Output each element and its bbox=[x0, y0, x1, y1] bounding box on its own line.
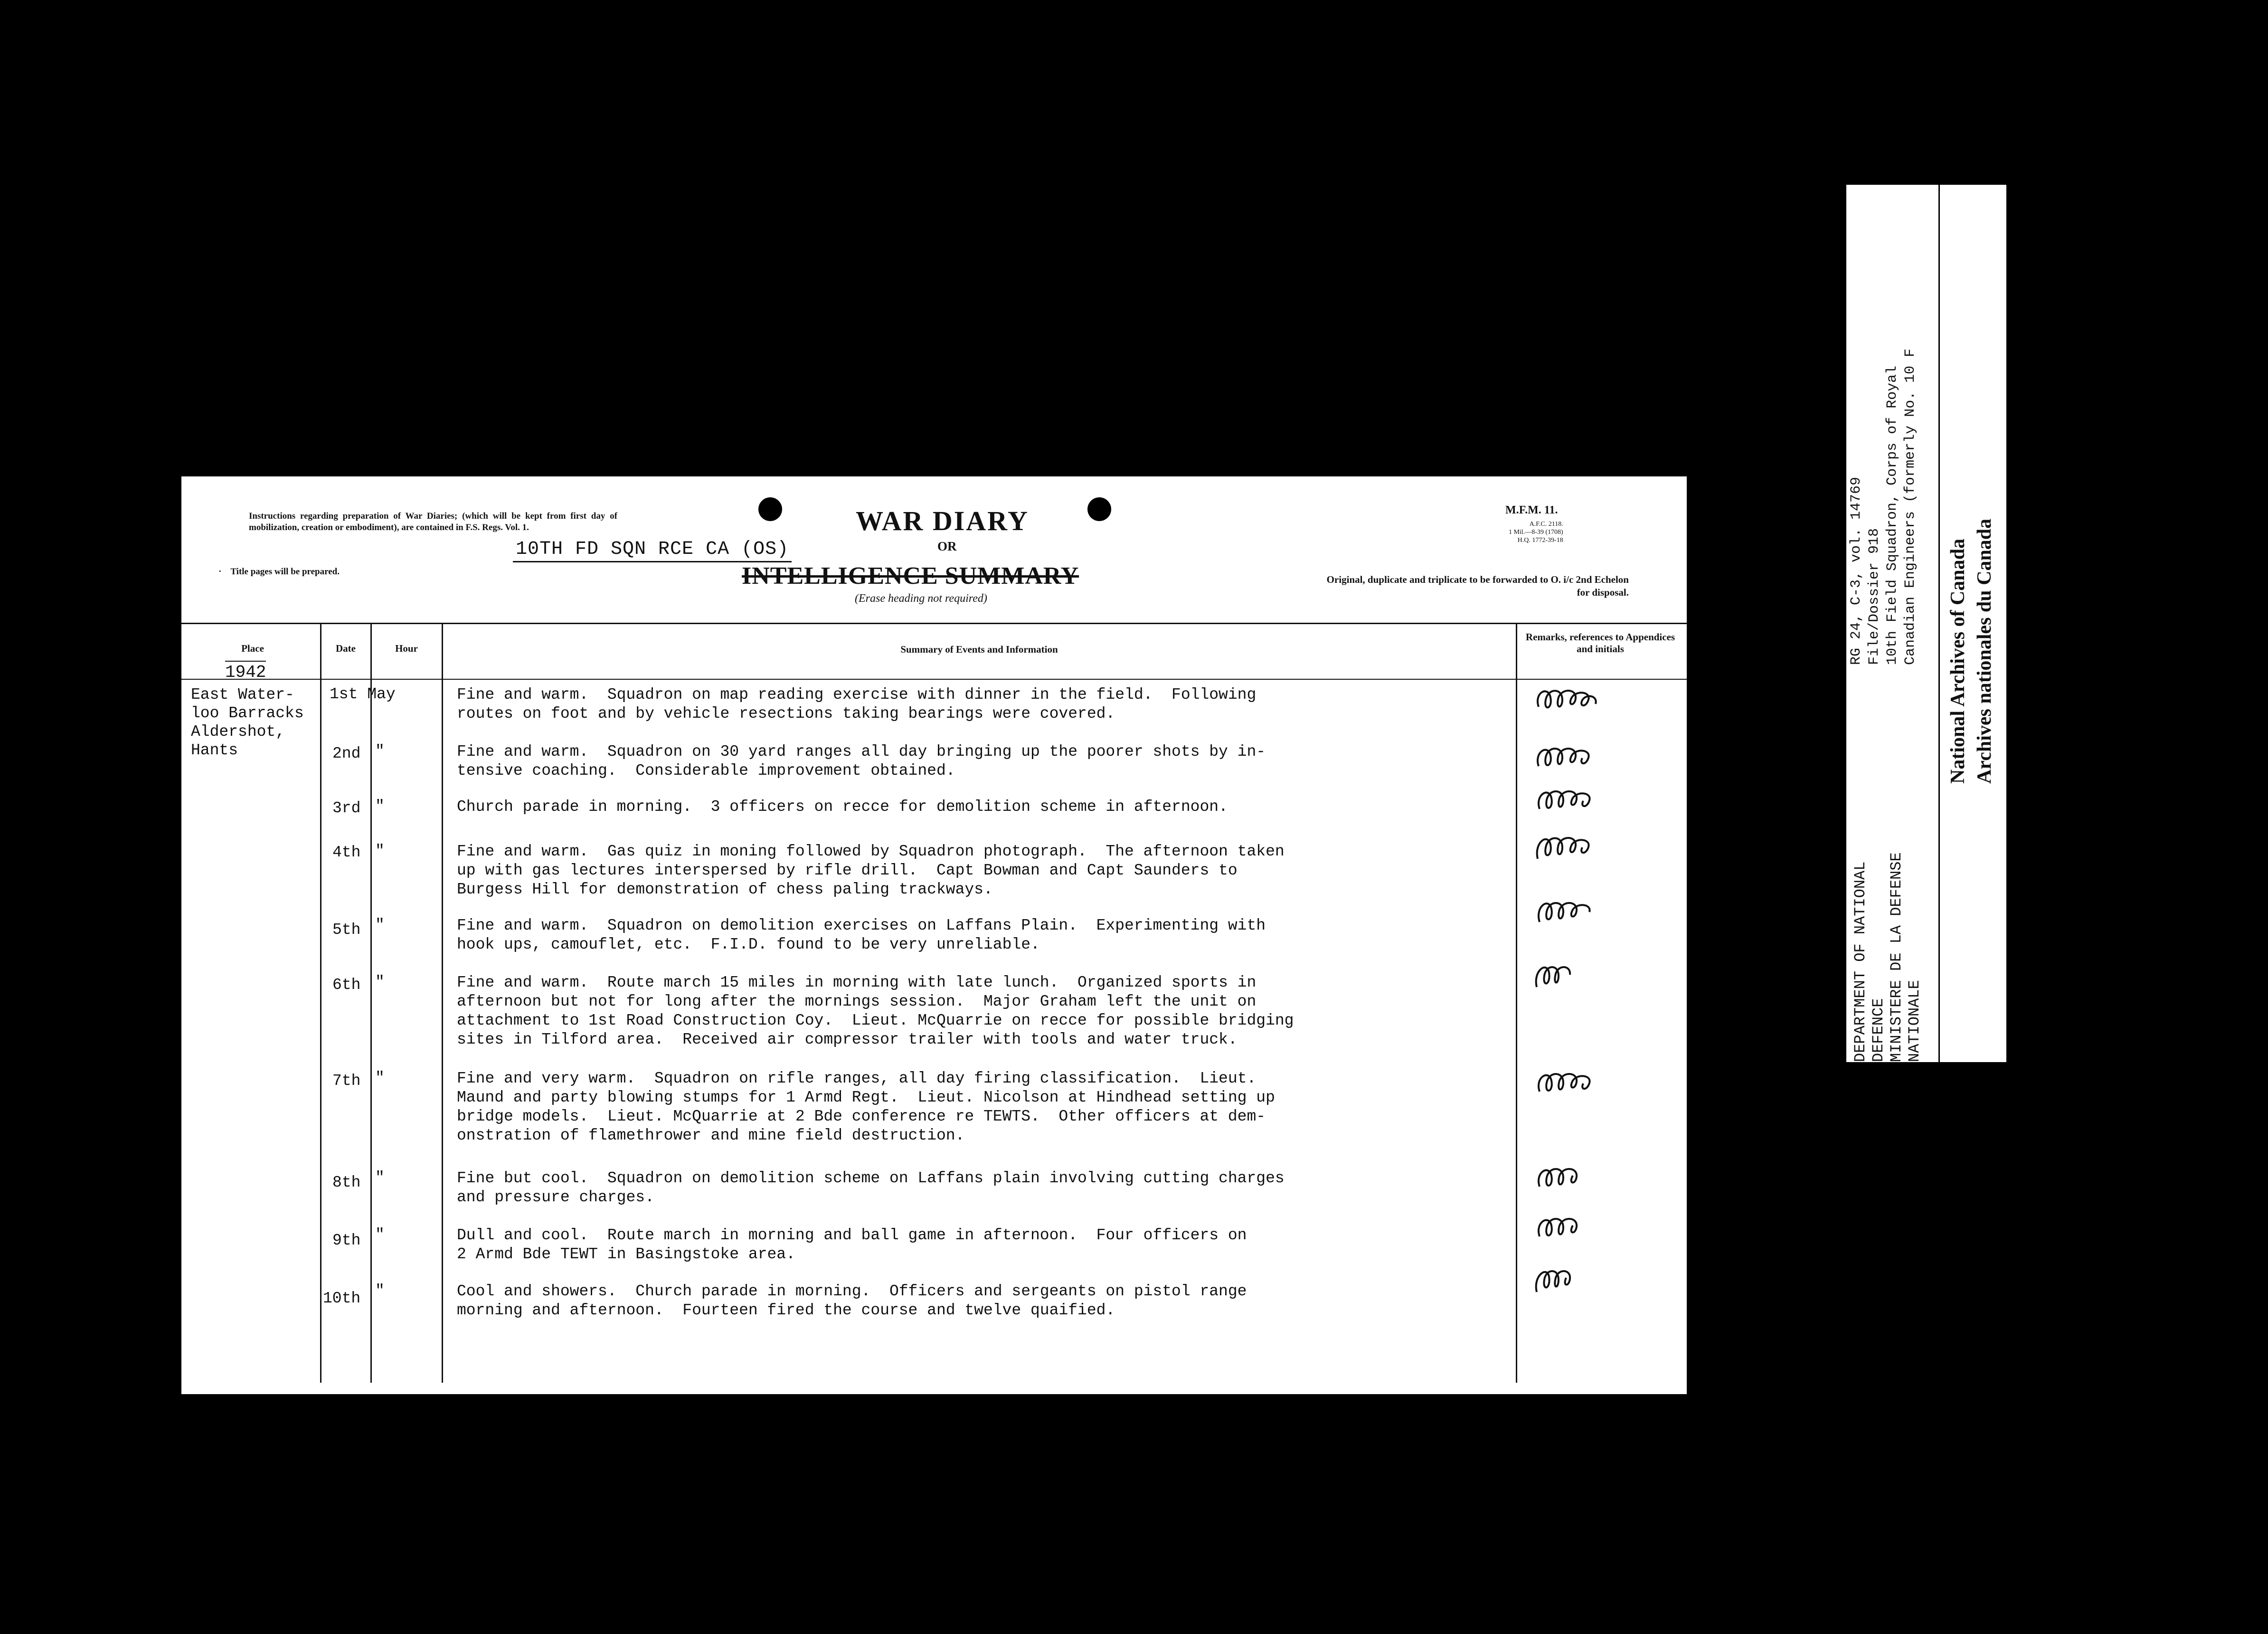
year: 1942 bbox=[225, 661, 266, 682]
entry-text: Fine and warm. Gas quiz in moning followed by Squadron photograph. The afternoon taken up with gas lectures interspersed by rifle drill. Capt Bowman and Capt Saunders to Burgess Hill for demonstration of chess paling trackways. bbox=[457, 843, 1285, 898]
entry-text: Fine and warm. Route march 15 miles in morning with late lunch. Organized sports in afternoon but not for long after the mornings session. Major Graham left the unit on attachment to 1st Road Construction Coy. Lieut. McQuarrie on recce for possible bridging sites in Tilford area. Received air compressor trailer with tools and water truck. bbox=[457, 974, 1294, 1048]
entry-date: 6th bbox=[332, 976, 361, 994]
entry-text: Fine and warm. Squadron on map reading exercise with dinner in the field. Following routes on foot and by vehicle resections taking bearings were covered. bbox=[457, 686, 1257, 722]
col-header-date: Date bbox=[336, 643, 356, 654]
entry-date: 5th bbox=[332, 921, 361, 939]
entry-hour: " bbox=[375, 842, 385, 860]
entry-text: Fine and warm. Squadron on 30 yard ranges all day bringing up the poorer shots by in- tensive coaching. Considerable improvement obtained. bbox=[457, 743, 1266, 779]
title-war-diary: WAR DIARY bbox=[856, 505, 1029, 536]
unit-name: 10TH FD SQN RCE CA (OS) bbox=[513, 539, 792, 562]
place-text: East Water- loo Barracks Aldershot, Hants bbox=[191, 686, 304, 759]
title-intelligence-summary: INTELLIGENCE SUMMARY bbox=[742, 562, 1079, 589]
initials-signature bbox=[1529, 1263, 1624, 1296]
entry-text: Cool and showers. Church parade in morning. Officers and sergeants on pistol range morning and afternoon. Fourteen fired the course and twelve quaified. bbox=[457, 1282, 1247, 1319]
initials-signature bbox=[1529, 1160, 1624, 1194]
entry-date: 4th bbox=[332, 844, 361, 861]
entry-hour: " bbox=[375, 798, 385, 815]
col-header-place: Place bbox=[241, 643, 264, 654]
initials-signature bbox=[1529, 1065, 1624, 1099]
col-rule-3 bbox=[442, 623, 443, 1383]
table-top-rule bbox=[181, 623, 1687, 624]
form-code-2: 1 Mil.—8-39 (1708) bbox=[1509, 529, 1563, 536]
entry-text: Dull and cool. Route march in morning and ball game in afternoon. Four officers on 2 Armd Bde TEWT in Basingstoke area. bbox=[457, 1226, 1247, 1263]
entry-date: 9th bbox=[332, 1232, 361, 1249]
initials-signature bbox=[1529, 830, 1624, 864]
entry-date: 1st May bbox=[330, 685, 396, 703]
title-or: OR bbox=[937, 539, 957, 553]
entry-hour: " bbox=[375, 1226, 385, 1244]
entry-hour: " bbox=[375, 742, 385, 760]
col-header-summary: Summary of Events and Information bbox=[900, 644, 1058, 655]
col-rule-2 bbox=[370, 623, 372, 1383]
initials-signature bbox=[1529, 959, 1624, 992]
archive-dept-lines: DEPARTMENT OF NATIONAL DEFENCE MINISTERE DE LA DEFENSE NATIONALE bbox=[1852, 852, 1923, 1062]
initials-signature bbox=[1529, 683, 1624, 716]
entry-date: 8th bbox=[332, 1174, 361, 1191]
col-header-hour: Hour bbox=[395, 643, 418, 654]
entry-date: 7th bbox=[332, 1072, 361, 1090]
entry-date: 2nd bbox=[332, 745, 361, 762]
initials-signature bbox=[1529, 894, 1624, 928]
entry-date: 3rd bbox=[332, 799, 361, 817]
col-header-remarks: Remarks, references to Appendices and initials bbox=[1525, 631, 1675, 655]
punch-hole-right bbox=[1087, 497, 1111, 521]
entry-hour: " bbox=[375, 973, 385, 991]
entry-hour: " bbox=[375, 1282, 385, 1300]
entry-hour: " bbox=[375, 1069, 385, 1087]
title-pages-note: · Title pages will be prepared. bbox=[218, 567, 340, 577]
entry-date: 10th bbox=[323, 1290, 361, 1307]
initials-signature bbox=[1529, 1210, 1624, 1244]
col-rule-1 bbox=[320, 623, 321, 1383]
form-reference: M.F.M. 11. bbox=[1505, 504, 1558, 516]
initials-signature bbox=[1529, 783, 1624, 816]
archive-card-divider bbox=[1938, 185, 1940, 1062]
war-diary-sheet bbox=[181, 476, 1687, 1394]
punch-hole-left bbox=[758, 497, 782, 521]
entry-hour: " bbox=[375, 1169, 385, 1187]
title-note: (Erase heading not required) bbox=[855, 592, 987, 605]
forward-note: Original, duplicate and triplicate to be forwarded to O. i/c 2nd Echelon for disposal. bbox=[1326, 574, 1629, 598]
archive-band-text: National Archives of Canada Archives nationales du Canada bbox=[1947, 518, 1995, 784]
form-codes bbox=[1509, 520, 1563, 544]
form-code-3: H.Q. 1772-39-18 bbox=[1517, 537, 1563, 544]
form-code-1: A.F.C. 2118. bbox=[1529, 521, 1563, 528]
instructions-text: Instructions regarding preparation of War Diaries; (which will be kept from first day of mobilization, creation or embodiment), are contained in F.S. Regs. Vol. 1. bbox=[249, 511, 617, 532]
entry-text: Fine and warm. Squadron on demolition exercises on Laffans Plain. Experimenting with hook ups, camouflet, etc. F.I.D. found to be very unreliable. bbox=[457, 917, 1266, 953]
header-bottom-rule bbox=[181, 679, 1687, 680]
entry-hour: " bbox=[375, 916, 385, 934]
entry-text: Fine but cool. Squadron on demolition scheme on Laffans plain involving cutting charges and pressure charges. bbox=[457, 1169, 1285, 1206]
entry-text: Fine and very warm. Squadron on rifle ranges, all day firing classification. Lieut. Maund and party blowing stumps for 1 Armd Regt. Lieut. Nicolson at Hindhead setting up bridge models. Lieut. McQuarrie at 2 Bde conference re TEWTS. Other officers at dem- onstration of flamethrower and mine field destruction. bbox=[457, 1070, 1275, 1144]
initials-signature bbox=[1529, 740, 1624, 773]
archive-ref-lines: RG 24, C-3, vol. 14769 File/Dossier 918 10th Field Squadron, Corps of Royal Canadian Engineers (formerly No. 10 F bbox=[1848, 348, 1918, 665]
entry-text: Church parade in morning. 3 officers on recce for demolition scheme in afternoon. bbox=[457, 798, 1228, 816]
